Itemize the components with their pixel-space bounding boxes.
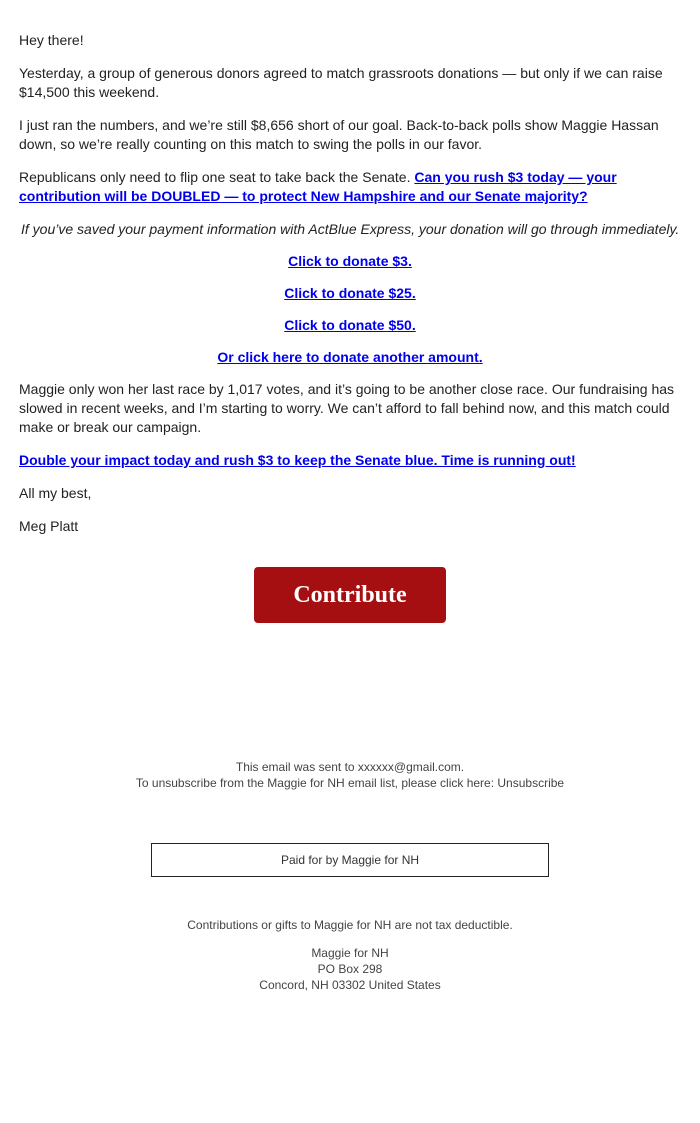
- paragraph-senate: [19, 168, 683, 206]
- unsubscribe-link[interactable]: Unsubscribe: [497, 776, 565, 790]
- donate-50-row: [19, 316, 681, 335]
- unsubscribe-notice: [0, 775, 700, 791]
- donate-3-row: [19, 252, 681, 271]
- donate-other-amount-link[interactable]: Or click here to donate another amount.: [217, 349, 483, 365]
- closing-link-row: [19, 451, 576, 470]
- greeting: Hey there!: [19, 32, 84, 48]
- paragraph-match: Yesterday, a group of generous donors agreed to match grassroots donations — but only if we can raise $14,500 this weekend.: [19, 65, 663, 100]
- paragraph-close-race: Maggie only won her last race by 1,017 votes, and it’s going to be another close race. Our fundraising has slowed in recent weeks, and I’m starting to worry. We can’t afford to fall behind now, and this match could make or break our campaign.: [19, 381, 675, 435]
- address-line-1: PO Box 298: [317, 962, 383, 976]
- signoff: All my best,: [19, 485, 92, 501]
- donate-3-link[interactable]: Click to donate $3.: [288, 253, 412, 269]
- donate-25-link[interactable]: Click to donate $25.: [284, 285, 416, 301]
- donate-other-row: [19, 348, 681, 367]
- actblue-express-note: If you’ve saved your payment information with ActBlue Express, your donation will go through immediately.: [21, 221, 680, 237]
- paragraph-polls: I just ran the numbers, and we’re still $8,656 short of our goal. Back-to-back polls show Maggie Hassan down, so we’re really counting on this match to swing the polls in our favor.: [19, 117, 659, 152]
- address-name: Maggie for NH: [311, 946, 389, 960]
- address-line-2: Concord, NH 03302 United States: [259, 978, 441, 992]
- double-impact-link[interactable]: Double your impact today and rush $3 to keep the Senate blue. Time is running out!: [19, 452, 576, 468]
- paid-for-box: Paid for by Maggie for NH: [151, 843, 549, 877]
- donate-25-row: [19, 284, 681, 303]
- sent-to-notice: This email was sent to xxxxxx@gmail.com.: [235, 760, 465, 774]
- donate-50-link[interactable]: Click to donate $50.: [284, 317, 416, 333]
- tax-deductible-notice: Contributions or gifts to Maggie for NH are not tax deductible.: [187, 918, 513, 932]
- paragraph-senate-text: Republicans only need to flip one seat to take back the Senate.: [19, 169, 415, 185]
- rush-donation-link[interactable]: Can you rush $3 today — your contribution will be DOUBLED — to protect New Hampshire and our Senate majority?: [19, 169, 617, 204]
- unsubscribe-text: To unsubscribe from the Maggie for NH email list, please click here:: [135, 776, 498, 790]
- signature: Meg Platt: [19, 518, 79, 534]
- contribute-button[interactable]: Contribute: [254, 567, 446, 623]
